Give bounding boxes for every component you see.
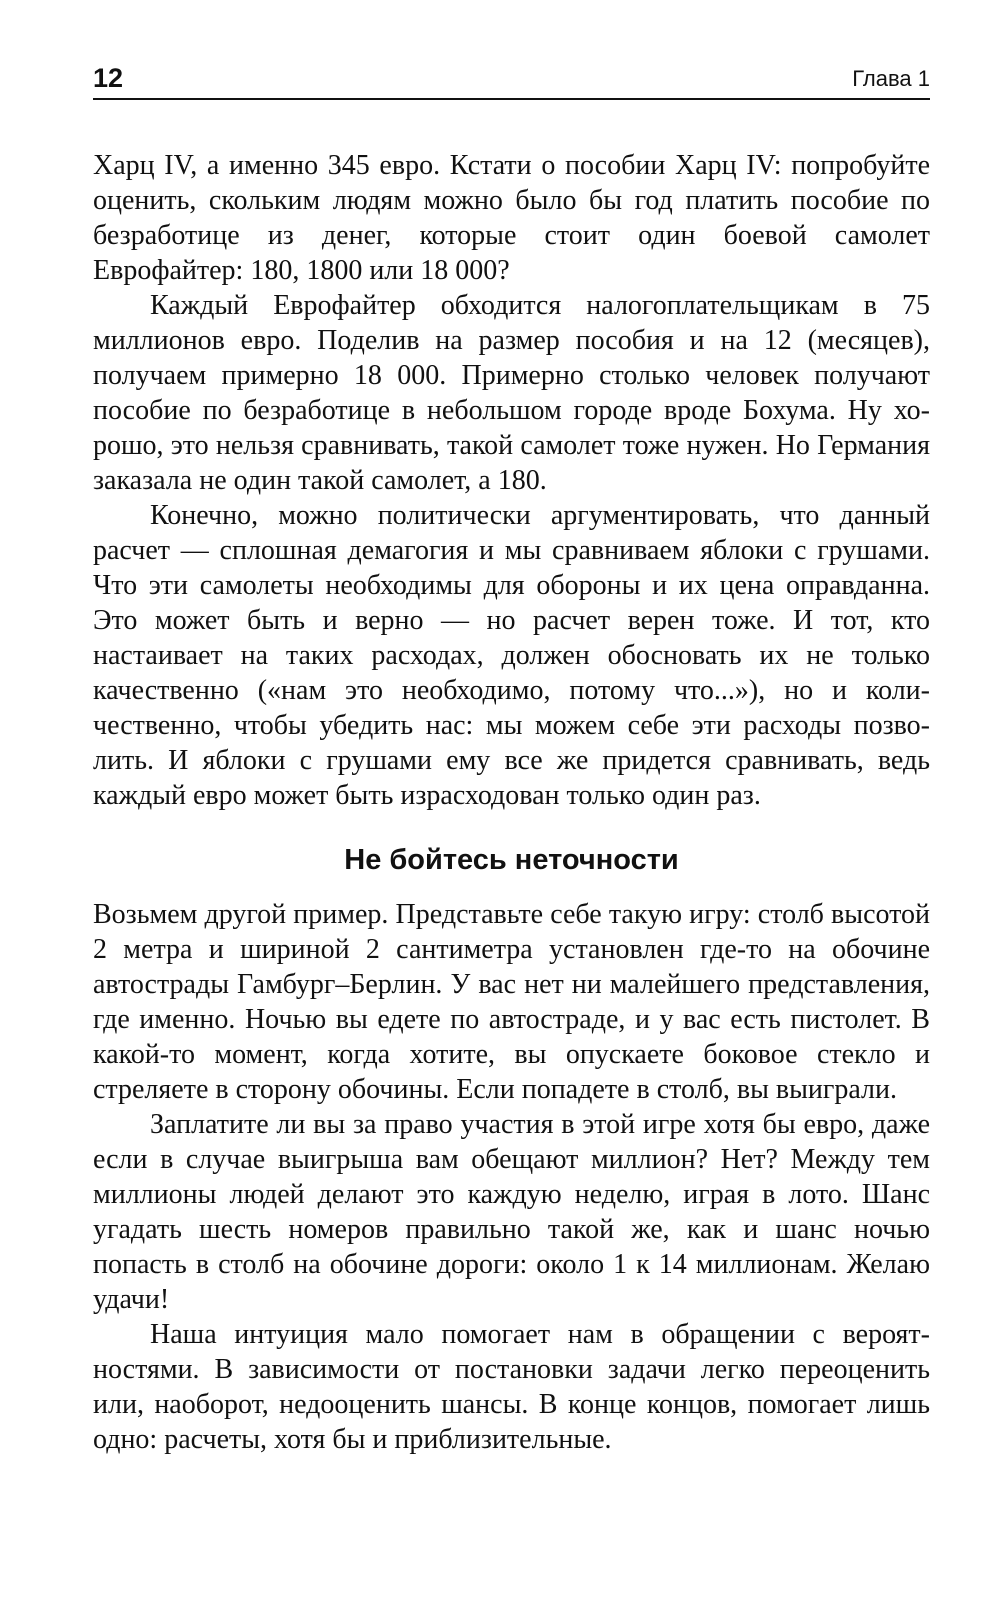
page-number: 12 bbox=[93, 63, 124, 93]
paragraph: Наша интуиция мало помогает нам в обращении с вероятностями. В зависимости от постановки задачи легко переоценить или, наоборот, недооценить шансы. В конце концов, помогает лишь одно: расчеты, хотя бы и приблизительные. bbox=[93, 1319, 930, 1455]
paragraph: Каждый Еврофайтер обходится налогоплательщикам в 75 миллионов евро. Поделив на размер пособия и на 12 (месяцев), получаем примерно 18 000. Примерно столько человек получают пособие по безработице в небольшом городе вроде Бохума. Ну хорошо, это нельзя сравнивать, такой самолет тоже нужен. Но Германия заказала не один такой самолет, а 180. bbox=[93, 290, 930, 496]
paragraph: Заплатите ли вы за право участия в этой игре хотя бы евро, даже если в случае выигрыша вам обещают миллион? Нет? Между тем миллионы людей делают это каждую неделю, играя в лото. Шанс угадать шесть номеров правильно такой же, как и шанс ночью попасть в столб на обочине дороги: около 1 к 14 миллионам. Желаю удачи! bbox=[93, 1109, 930, 1315]
running-header bbox=[93, 62, 930, 100]
section-two-body bbox=[93, 897, 930, 1457]
section-heading: Не бойтесь неточности bbox=[344, 844, 679, 876]
chapter-label: Глава 1 bbox=[852, 66, 930, 91]
paragraph: Харц IV, а именно 345 евро. Кстати о пособии Харц IV: попробуйте оценить, скольким людям можно было бы год платить пособие по безработице из денег, которые стоит один боевой самолет Еврофайтер: 180, 1800 или 18 000? bbox=[93, 150, 930, 286]
section-one-body bbox=[93, 148, 930, 813]
paragraph: Конечно, можно политически аргументировать, что данный расчет — сплошная демагогия и мы сравниваем яблоки с грушами. Что эти самолеты необходимы для обороны и их цена оправданна. Это может быть и верно — но расчет верен тоже. И тот, кто настаивает на таких расходах, должен обосновать их не только качественно («нам это необходимо, потому что...»), но и количественно, чтобы убедить нас: мы можем себе эти расходы позволить. И яблоки с грушами ему все же придется сравнивать, ведь каждый евро может быть израсходован только один раз. bbox=[93, 500, 930, 811]
paragraph: Возьмем другой пример. Представьте себе такую игру: столб высотой 2 метра и шириной 2 сантиметра установлен где-то на обочине автострады Гамбург–Берлин. У вас нет ни малейшего представления, где именно. Ночью вы едете по автостраде, и у вас есть пистолет. В какой-то момент, когда хотите, вы опускаете боковое стекло и стреляете в сторону обочины. Если попадете в столб, вы выиграли. bbox=[93, 899, 930, 1105]
